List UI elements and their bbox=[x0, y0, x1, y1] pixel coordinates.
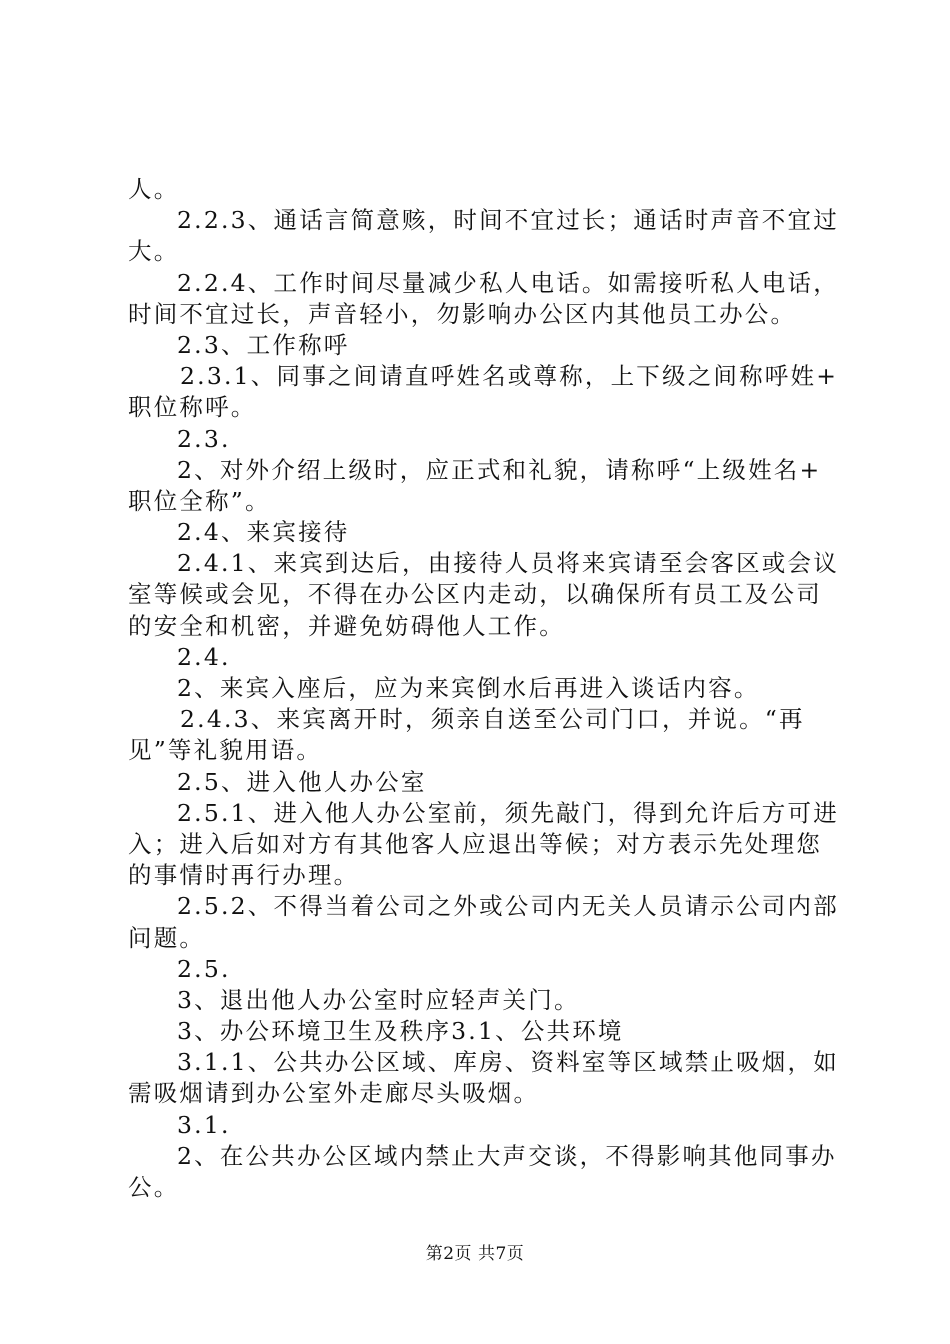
text-line: 室等候或会见，不得在办公区内走动，以确保所有员工及公司 bbox=[128, 580, 822, 609]
text-line: 大。 bbox=[128, 237, 180, 266]
text-line: 2.5.2、不得当着公司之外或公司内无关人员请示公司内部 bbox=[177, 892, 839, 921]
text-line: 3.1. bbox=[177, 1110, 231, 1139]
text-line: 2.2.3、通话言简意赅，时间不宜过长；通话时声音不宜过 bbox=[177, 206, 839, 235]
text-line: 2.3. bbox=[177, 424, 231, 453]
text-line: 入；进入后如对方有其他客人应退出等候；对方表示先处理您 bbox=[128, 829, 822, 858]
text-line: 职位称呼。 bbox=[128, 393, 257, 422]
text-line: 职位全称”。 bbox=[128, 486, 271, 515]
text-line: 2、对外介绍上级时，应正式和礼貌，请称呼“上级姓名+ bbox=[177, 455, 822, 484]
text-line: 2.3.1、同事之间请直呼姓名或尊称，上下级之间称呼姓+ bbox=[180, 362, 839, 391]
text-line: 2.2.4、工作时间尽量减少私人电话。如需接听私人电话， bbox=[177, 268, 839, 297]
text-line: 2.5、进入他人办公室 bbox=[177, 767, 427, 796]
text-line: 2.5.1、进入他人办公室前，须先敲门，得到允许后方可进 bbox=[177, 798, 839, 827]
text-line: 问题。 bbox=[128, 923, 206, 952]
text-line: 2、来宾入座后，应为来宾倒水后再进入谈话内容。 bbox=[177, 674, 760, 702]
text-line: 3、退出他人办公室时应轻声关门。 bbox=[177, 985, 580, 1014]
text-line: 公。 bbox=[128, 1173, 180, 1201]
text-line: 2.3、工作称呼 bbox=[177, 330, 350, 359]
text-line: 时间不宜过长，声音轻小，勿影响办公区内其他员工办公。 bbox=[128, 299, 797, 328]
text-line: 2.5. bbox=[177, 954, 231, 983]
text-line: 人。 bbox=[128, 175, 180, 203]
text-line: 3、办公环境卫生及秩序3.1、公共环境 bbox=[177, 1017, 624, 1046]
page-footer: 第2页 共7页 bbox=[425, 1244, 525, 1264]
text-line: 2.4.1、来宾到达后，由接待人员将来宾请至会客区或会议 bbox=[177, 549, 839, 578]
text-line: 2.4.3、来宾离开时，须亲自送至公司门口，并说。“再 bbox=[180, 705, 805, 734]
text-line: 需吸烟请到办公室外走廊尽头吸烟。 bbox=[128, 1079, 540, 1108]
text-line: 2.4. bbox=[177, 642, 231, 671]
text-line: 3.1.1、公共办公区域、库房、资料室等区域禁止吸烟，如 bbox=[177, 1048, 839, 1077]
text-line: 2、在公共办公区域内禁止大声交谈，不得影响其他同事办 bbox=[177, 1141, 837, 1170]
text-line: 2.4、来宾接待 bbox=[177, 518, 350, 547]
text-line: 的事情时再行办理。 bbox=[128, 861, 360, 890]
text-line: 的安全和机密，并避免妨碍他人工作。 bbox=[128, 611, 565, 640]
text-line: 见”等礼貌用语。 bbox=[128, 736, 323, 765]
document-body bbox=[128, 174, 840, 1203]
